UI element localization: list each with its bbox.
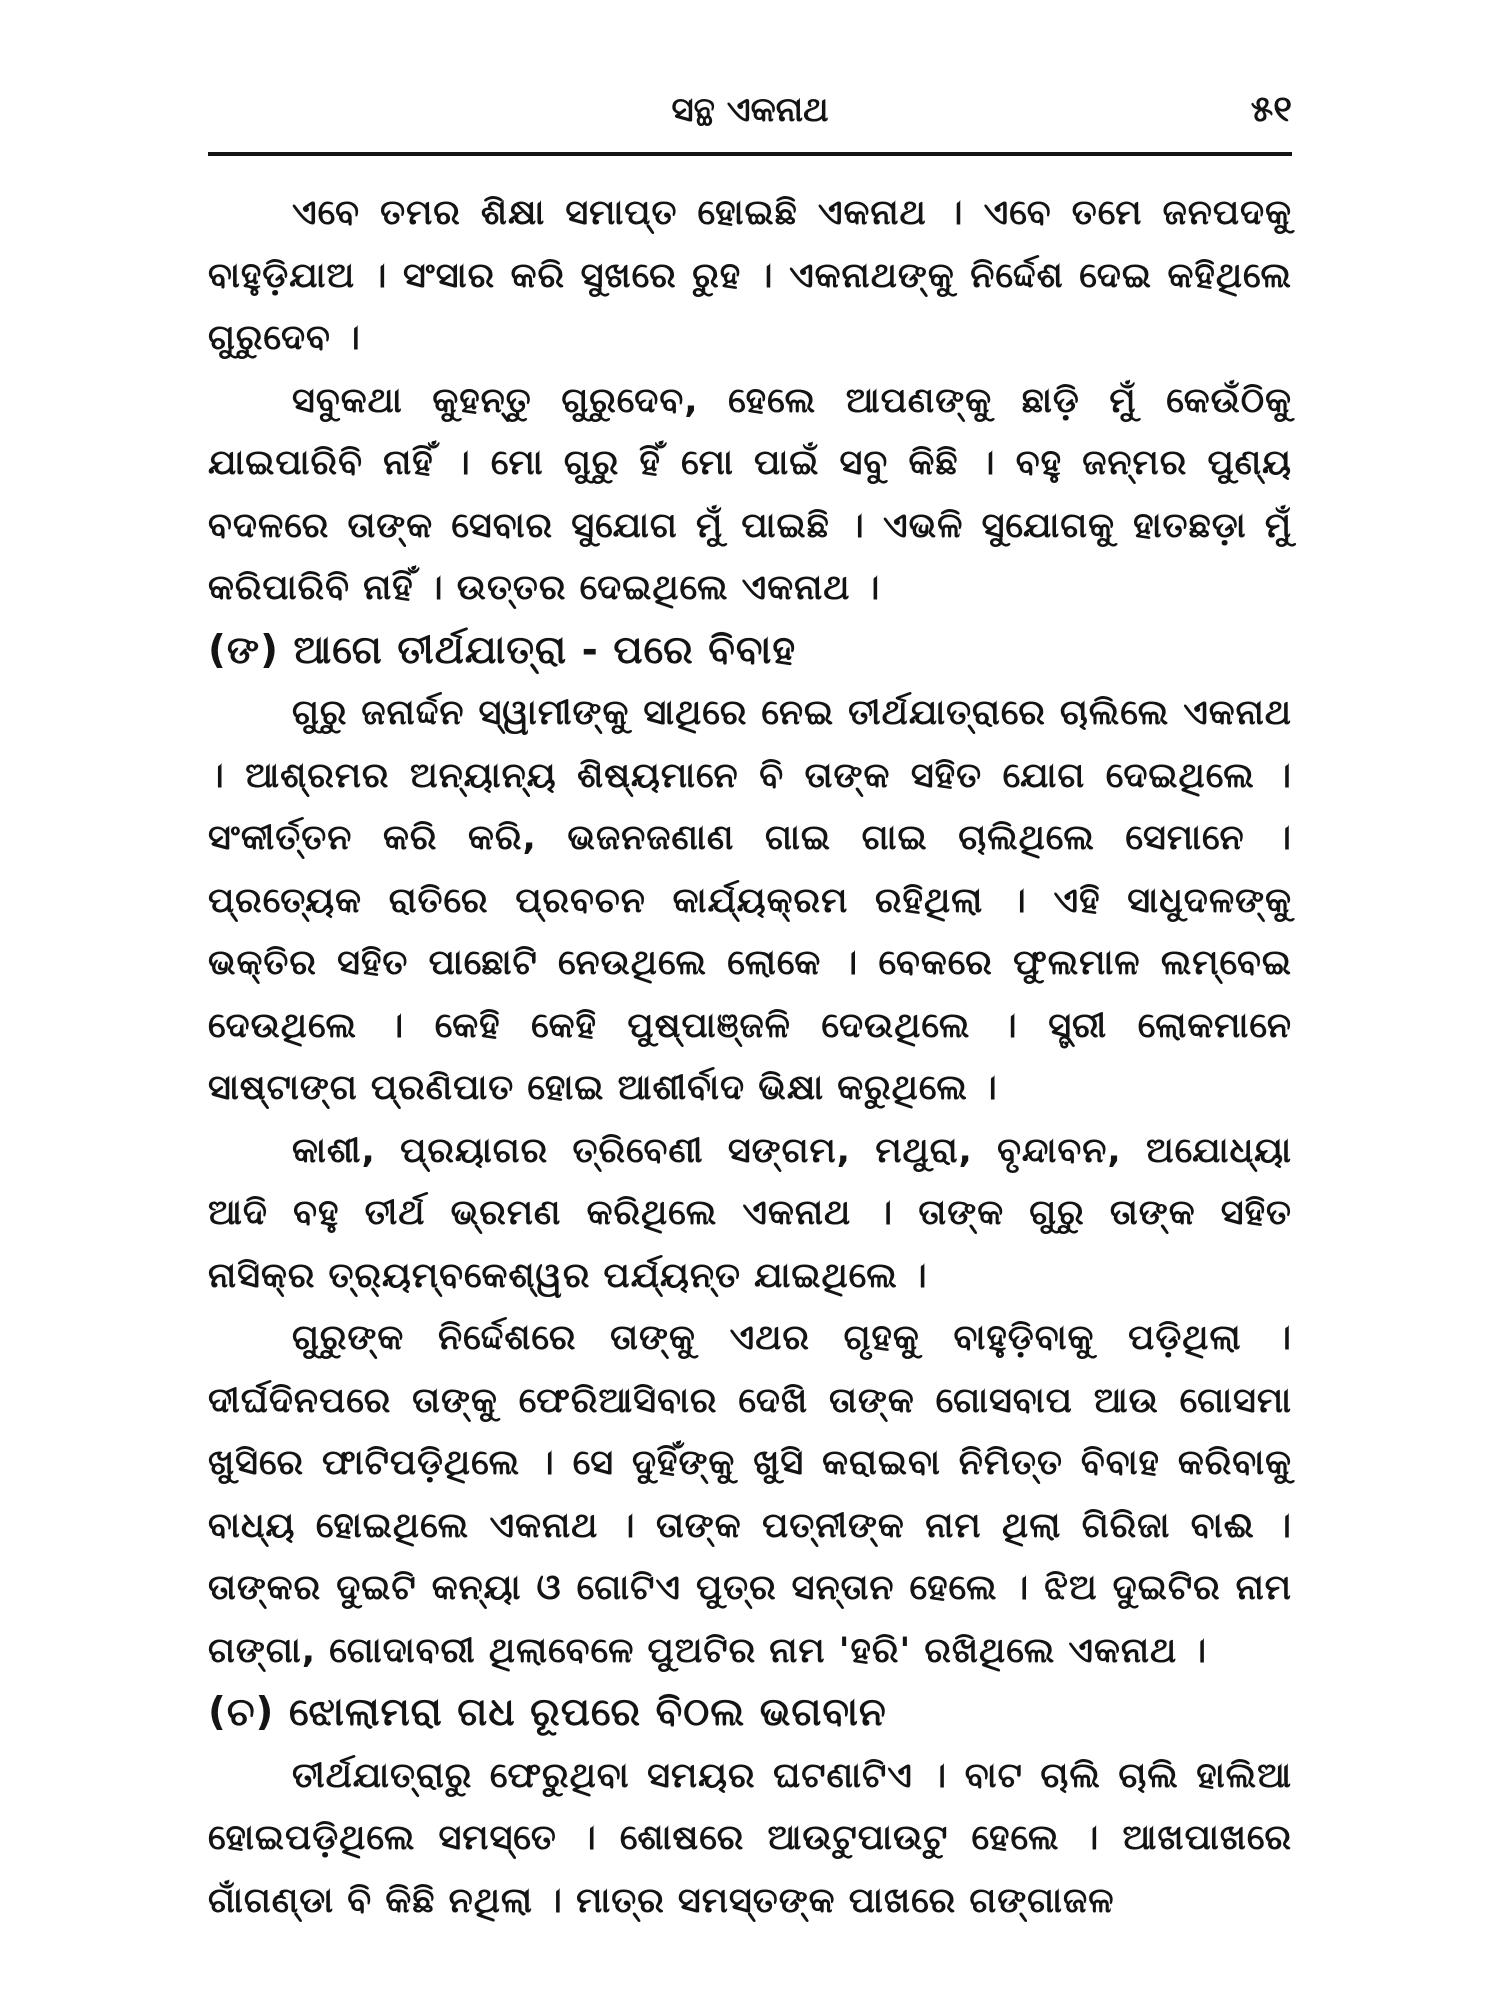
section-heading: (ଚ) ଝୋଲାମରା ଗଧ ରୂପରେ ବିଠଲ ଭଗବାନ (208, 1690, 887, 1735)
running-header (208, 80, 1292, 140)
body-text (208, 182, 1292, 1932)
paragraph: କାଶୀ, ପ୍ରୟାଗର ତ୍ରିବେଣୀ ସଙ୍ଗମ, ମଥୁରା, ବୃନ୍ଦାବନ, ଅଯୋଧ୍ୟା ଆଦି ବହୁ ତୀର୍ଥ ଭ୍ରମଣ କରିଥିଲେ ଏକନାଥ । ତାଙ୍କ ଗୁରୁ ତାଙ୍କ ସହିତ ନାସିକ୍‌ର ତ୍ର୍ୟମ୍ବକେଶ୍ୱର ପର୍ଯ୍ୟନ୍ତ ଯାଇଥିଲେ । (208, 1130, 1292, 1296)
running-title: ସନ୍ଥ ଏକନାଥ (671, 90, 829, 130)
paragraph: ସବୁକଥା କୁହନ୍ତୁ ଗୁରୁଦେବ, ହେଲେ ଆପଣଙ୍କୁ ଛାଡ଼ି ମୁଁ କେଉଁଠିକୁ ଯାଇପାରିବି ନାହିଁ । ମୋ ଗୁରୁ ହିଁ ମୋ ପାଇଁ ସବୁ କିଛି । ବହୁ ଜନ୍ମର ପୁଣ୍ୟ ବଦଳରେ ତାଙ୍କ ସେବାର ସୁଯୋଗ ମୁଁ ପାଇଛି । ଏଭଳି ସୁଯୋଗକୁ ହାତଛଡ଼ା ମୁଁ କରିପାରିବି ନାହିଁ । ଉତ୍ତର ଦେଇଥିଲେ ଏକନାଥ । (208, 380, 1292, 608)
header-rule (208, 152, 1292, 156)
paragraph: ତୀର୍ଥଯାତ୍ରାରୁ ଫେରୁଥିବା ସମୟର ଘଟଣାଟିଏ । ବାଟ ଚାଲି ଚାଲି ହାଲିଆ ହୋଇପଡ଼ିଥିଲେ ସମସ୍ତେ । ଶୋଷରେ ଆଉଟୁପାଉଟୁ ହେଲେ । ଆଖପାଖରେ ଗାଁଗଣ୍ଡା ବି କିଛି ନଥିଲା । ମାତ୍ର ସମସ୍ତଙ୍କ ପାଖରେ ଗଙ୍ଗାଜଳ (208, 1755, 1292, 1921)
paragraph: ଗୁରୁ ଜନାର୍ଦ୍ଦନ ସ୍ୱାମୀଙ୍କୁ ସାଥିରେ ନେଇ ତୀର୍ଥଯାତ୍ରାରେ ଚାଲିଲେ ଏକନାଥ । ଆଶ୍ରମର ଅନ୍ୟାନ୍ୟ ଶିଷ୍ୟମାନେ ବି ତାଙ୍କ ସହିତ ଯୋଗ ଦେଇଥିଲେ । ସଂକୀର୍ତ୍ତନ କରି କରି, ଭଜନଜଣାଣ ଗାଇ ଗାଇ ଚାଲିଥିଲେ ସେମାନେ । ପ୍ରତ୍ୟେକ ରାତିରେ ପ୍ରବଚନ କାର୍ଯ୍ୟକ୍ରମ ରହିଥିଲା । ଏହି ସାଧୁଦଳଙ୍କୁ ଭକ୍ତିର ସହିତ ପାଛୋଟି ନେଉଥିଲେ ଲୋକେ । ବେକରେ ଫୁଲମାଳ ଲମ୍ବେଇ ଦେଉଥିଲେ । କେହି କେହି ପୁଷ୍ପାଞ୍ଜଳି ଦେଉଥିଲେ । ସ୍ତ୍ରୀ ଲୋକମାନେ ସାଷ୍ଟାଙ୍ଗ ପ୍ରଣିପାତ ହୋଇ ଆଶୀର୍ବାଦ ଭିକ୍ଷା କରୁଥିଲେ । (208, 693, 1292, 1108)
paragraph: ଏବେ ତମର ଶିକ୍ଷା ସମାପ୍ତ ହୋଇଛି ଏକନାଥ । ଏବେ ତମେ ଜନପଦକୁ ବାହୁଡ଼ିଯାଅ । ସଂସାର କରି ସୁଖରେ ରୁହ । ଏକନାଥଙ୍କୁ ନିର୍ଦ୍ଦେଶ ଦେଇ କହିଥିଲେ ଗୁରୁଦେବ । (208, 193, 1292, 358)
page-number: ୫୧ (1250, 89, 1292, 130)
paragraph: ଗୁରୁଙ୍କ ନିର୍ଦ୍ଦେଶରେ ତାଙ୍କୁ ଏଥର ଗୃହକୁ ବାହୁଡ଼ିବାକୁ ପଡ଼ିଥିଲା । ଦୀର୍ଘଦିନପରେ ତାଙ୍କୁ ଫେରିଆସିବାର ଦେଖି ତାଙ୍କ ଗୋସବାପ ଆଉ ଗୋସମା ଖୁସିରେ ଫାଟିପଡ଼ିଥିଲେ । ସେ ଦୁହିଁଙ୍କୁ ଖୁସି କରାଇବା ନିମିତ୍ତ ବିବାହ କରିବାକୁ ବାଧ୍ୟ ହୋଇଥିଲେ ଏକନାଥ । ତାଙ୍କ ପତ୍ନୀଙ୍କ ନାମ ଥିଲା ଗିରିଜା ବାଈ । ତାଙ୍କର ଦୁଇଟି କନ୍ୟା ଓ ଗୋଟିଏ ପୁତ୍ର ସନ୍ତାନ ହେଲେ । ଝିଅ ଦୁଇଟିର ନାମ ଗଙ୍ଗା, ଗୋଦାବରୀ ଥିଲାବେଳେ ପୁଅଟିର ନାମ 'ହରି' ରଖିଥିଲେ ଏକନାଥ । (208, 1318, 1292, 1671)
section-heading: (ଙ) ଆଗେ ତୀର୍ଥଯାତ୍ରା - ପରେ ବିବାହ (208, 627, 797, 673)
